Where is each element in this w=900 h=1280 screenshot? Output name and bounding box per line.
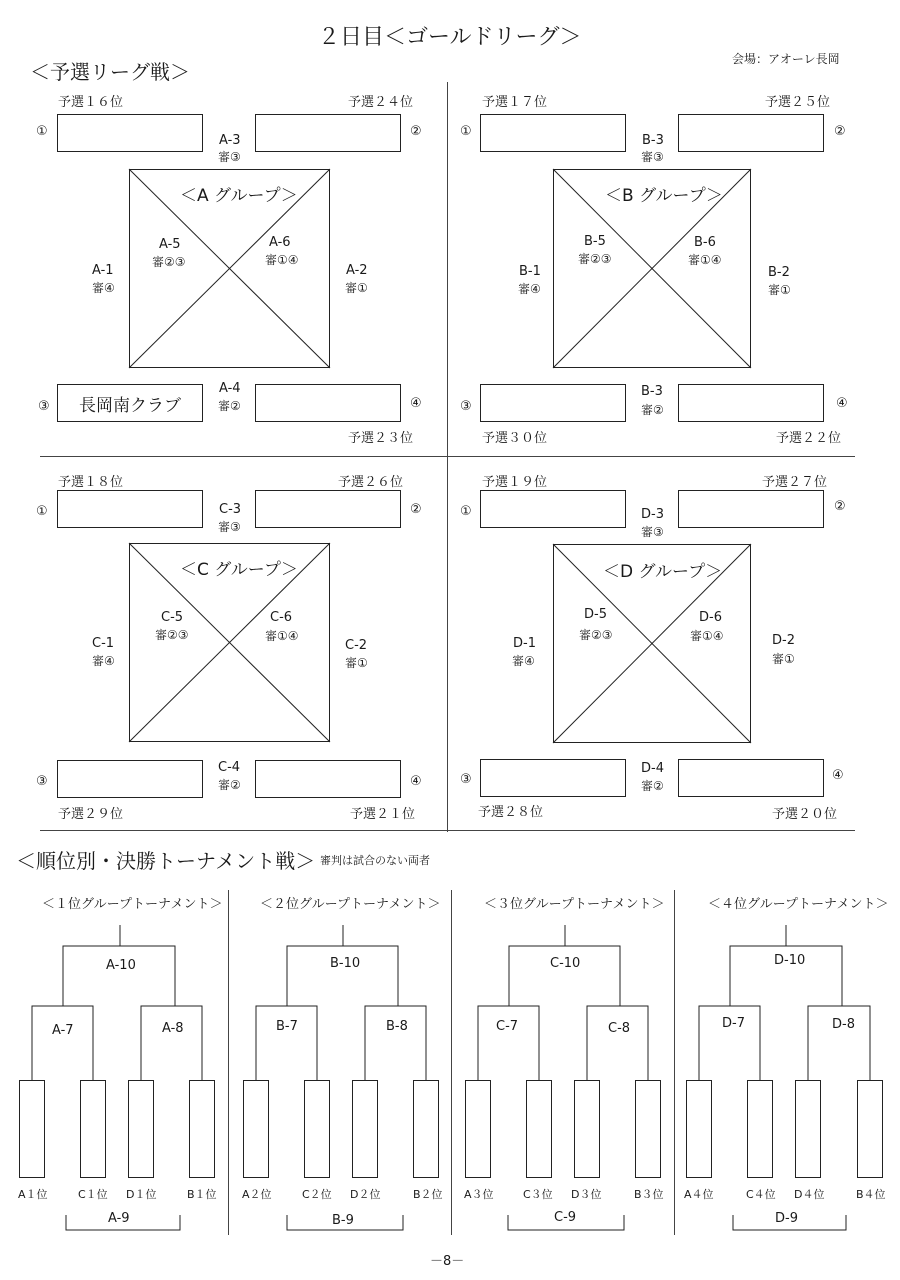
ref-d2: 審① [772, 652, 795, 666]
circle-1: ① [460, 504, 472, 519]
group-a-label-4: 予選２３位 [348, 431, 414, 446]
bracket-3-slot-1-label: A３位 [464, 1188, 494, 1201]
group-c-label-2: 予選２６位 [338, 475, 404, 490]
group-a-name: ＜A グループ＞ [180, 186, 298, 206]
bracket-2-semi-left: B-7 [276, 1019, 298, 1034]
group-d-name: ＜D グループ＞ [603, 562, 723, 582]
bracket-3-slot-2-label: C３位 [523, 1188, 553, 1201]
group-d-label-4: 予選２０位 [772, 807, 838, 822]
bracket-1-slot-4-label: B１位 [187, 1188, 217, 1201]
match-d3: D-3 [641, 507, 664, 522]
bracket-4-semi-right: D-8 [832, 1017, 855, 1032]
bracket-1-slot-2-label: C１位 [78, 1188, 108, 1201]
bracket-3-semi-right: C-8 [608, 1021, 631, 1036]
venue-label: 会場：アオーレ長岡 [732, 52, 840, 66]
bracket-3-final: C-10 [550, 956, 581, 971]
circle-2: ② [410, 124, 422, 139]
circle-3: ③ [460, 772, 472, 787]
group-c-label-4: 予選２１位 [350, 807, 416, 822]
ref-b1: 審④ [518, 282, 541, 296]
bracket-3-title: ＜３位グループトーナメント＞ [484, 897, 665, 912]
group-a-label-2: 予選２４位 [348, 95, 414, 110]
bracket-1-semi-left: A-7 [52, 1023, 74, 1038]
circle-3: ③ [36, 774, 48, 789]
ref-c1: 審④ [92, 654, 115, 668]
ref-d5: 審②③ [579, 628, 613, 642]
bracket-4-slot-2[interactable] [747, 1080, 773, 1178]
team-slot-3[interactable]: 長岡南クラブ [57, 384, 203, 422]
match-b2: B-2 [768, 265, 790, 280]
group-b-name: ＜B グループ＞ [605, 186, 723, 206]
bracket-2-slot-3-label: D２位 [350, 1188, 381, 1201]
group-d-label-2: 予選２７位 [762, 475, 828, 490]
match-c4: C-4 [218, 760, 241, 775]
match-b6: B-6 [694, 235, 716, 250]
bracket-3-slot-4-label: B３位 [634, 1188, 664, 1201]
match-b3-bottom: B-3 [641, 384, 663, 399]
bracket-1-title: ＜１位グループトーナメント＞ [42, 897, 223, 912]
bracket-1-slot-3-label: D１位 [126, 1188, 157, 1201]
ref-c6: 審①④ [265, 629, 299, 643]
bracket-1-slot-1-label: A１位 [18, 1188, 48, 1201]
match-d5: D-5 [584, 607, 607, 622]
ref-a1: 審④ [92, 281, 115, 295]
ref-d1: 審④ [512, 654, 535, 668]
league-section-title: ＜予選リーグ戦＞ [30, 60, 190, 84]
bracket-4-slot-3[interactable] [795, 1080, 821, 1178]
bracket-1-final: A-10 [106, 958, 136, 973]
bracket-2-semi-right: B-8 [386, 1019, 408, 1034]
match-c3: C-3 [219, 502, 242, 517]
ref-c4: 審② [218, 778, 241, 792]
match-a6: A-6 [269, 235, 291, 250]
group-c-name: ＜C グループ＞ [180, 560, 298, 580]
bracket-2-title: ＜２位グループトーナメント＞ [260, 897, 441, 912]
ref-c5: 審②③ [155, 628, 189, 642]
bracket-3-semi-left: C-7 [496, 1019, 519, 1034]
tournament-section-title: ＜順位別・決勝トーナメント戦＞ [16, 849, 316, 873]
ref-a2: 審① [345, 281, 368, 295]
bracket-4-slot-1[interactable] [686, 1080, 712, 1178]
bracket-2-slot-1-label: A２位 [242, 1188, 272, 1201]
circle-1: ① [36, 504, 48, 519]
bracket-4-slot-4-label: B４位 [856, 1188, 886, 1201]
ref-b5: 審②③ [578, 252, 612, 266]
group-b-label-4: 予選２２位 [776, 431, 842, 446]
group-b-label-2: 予選２５位 [765, 95, 831, 110]
bracket-4-semi-left: D-7 [722, 1016, 745, 1031]
circle-2: ② [834, 499, 846, 514]
group-c-label-3: 予選２９位 [58, 807, 124, 822]
circle-4: ④ [836, 396, 848, 411]
bracket-4-slot-2-label: C４位 [746, 1188, 776, 1201]
match-d2: D-2 [772, 633, 795, 648]
circle-1: ① [36, 124, 48, 139]
ref-d6: 審①④ [690, 629, 724, 643]
circle-4: ④ [832, 768, 844, 783]
bracket-2-slot-2-label: C２位 [302, 1188, 332, 1201]
circle-2: ② [410, 502, 422, 517]
ref-d4: 審② [641, 779, 664, 793]
bracket-3-slot-3-label: D３位 [571, 1188, 602, 1201]
ref-a3: 審③ [218, 150, 241, 164]
circle-4: ④ [410, 774, 422, 789]
bracket-4-third: D-9 [775, 1211, 798, 1226]
match-b3-top: B-3 [642, 133, 664, 148]
bracket-2-third: B-9 [332, 1213, 354, 1228]
ref-d3: 審③ [641, 525, 664, 539]
match-a5: A-5 [159, 237, 181, 252]
match-d1: D-1 [513, 636, 536, 651]
match-b1: B-1 [519, 264, 541, 279]
bracket-1-semi-right: A-8 [162, 1021, 184, 1036]
circle-4: ④ [410, 396, 422, 411]
group-c-label-1: 予選１８位 [58, 475, 124, 490]
bracket-2-final: B-10 [330, 956, 361, 971]
match-c5: C-5 [161, 610, 184, 625]
bracket-4-slot-4[interactable] [857, 1080, 883, 1178]
ref-b3-top: 審③ [641, 150, 664, 164]
match-d4: D-4 [641, 761, 664, 776]
ref-a6: 審①④ [265, 253, 299, 267]
ref-a4: 審② [218, 399, 241, 413]
circle-3: ③ [38, 399, 50, 414]
circle-2: ② [834, 124, 846, 139]
match-d6: D-6 [699, 610, 722, 625]
ref-c2: 審① [345, 656, 368, 670]
match-c6: C-6 [270, 610, 293, 625]
ref-b4: 審② [641, 403, 664, 417]
match-b5: B-5 [584, 234, 606, 249]
ref-b2: 審① [768, 283, 791, 297]
match-a3: A-3 [219, 133, 241, 148]
match-a2: A-2 [346, 263, 368, 278]
tournament-note: 審判は試合のない両者 [320, 854, 430, 867]
bracket-2-slot-4-label: B２位 [413, 1188, 443, 1201]
bracket-4-title: ＜４位グループトーナメント＞ [708, 897, 889, 912]
match-a1: A-1 [92, 263, 114, 278]
page-title: ２日目＜ゴールドリーグ＞ [318, 25, 582, 50]
group-a-label-1: 予選１６位 [58, 95, 124, 110]
group-d-label-1: 予選１９位 [482, 475, 548, 490]
circle-3: ③ [460, 399, 472, 414]
ref-c3: 審③ [218, 520, 241, 534]
group-d-label-3: 予選２８位 [478, 805, 544, 820]
bracket-3-third: C-9 [554, 1210, 577, 1225]
match-a4: A-4 [219, 381, 241, 396]
page-number: －8－ [430, 1254, 465, 1269]
bracket-1-third: A-9 [108, 1211, 130, 1226]
group-b-label-3: 予選３０位 [482, 431, 548, 446]
ref-b6: 審①④ [688, 253, 722, 267]
circle-1: ① [460, 124, 472, 139]
bracket-4-slot-3-label: D４位 [794, 1188, 825, 1201]
group-b-label-1: 予選１７位 [482, 95, 548, 110]
bracket-4-final: D-10 [774, 953, 806, 968]
bracket-4-slot-1-label: A４位 [684, 1188, 714, 1201]
ref-a5: 審②③ [152, 255, 186, 269]
match-c1: C-1 [92, 636, 115, 651]
match-c2: C-2 [345, 638, 368, 653]
